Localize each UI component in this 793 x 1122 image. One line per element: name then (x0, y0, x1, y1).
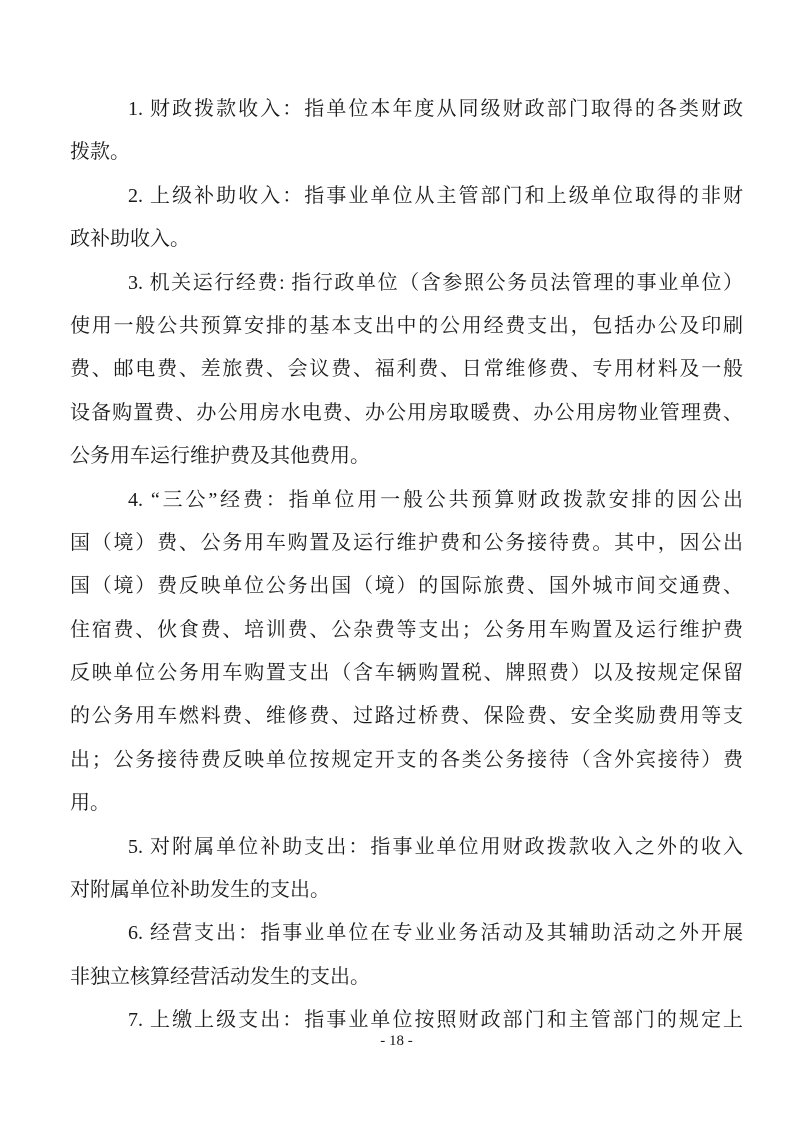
paragraph (70, 262, 743, 479)
text-line: 国（境）费、公务用车购置及运行维护费和公务接待费。其中，因公出 (70, 531, 743, 554)
text-line: 非独立核算经营活动发生的支出。 (70, 965, 370, 988)
text-line: 反映单位公务用车购置支出（含车辆购置税、牌照费）以及按规定保留 (70, 662, 743, 685)
paragraph (70, 479, 743, 826)
text-line: 费、邮电费、差旅费、会议费、福利费、日常维修费、专用材料及一般 (70, 358, 743, 381)
text-line: 住宿费、伙食费、培训费、公杂费等支出；公务用车购置及运行维护费 (70, 618, 743, 641)
text-line: 政补助收入。 (70, 228, 190, 251)
paragraph (70, 88, 743, 175)
paragraph (70, 912, 743, 999)
document-body (70, 88, 743, 1043)
text-line: 5. 对附属单位补助支出：指事业单位用财政拨款收入之外的收入 (128, 835, 743, 858)
text-line: 出；公务接待费反映单位按规定开支的各类公务接待（含外宾接待）费 (70, 748, 743, 771)
text-line: 拨款。 (70, 141, 130, 164)
text-line: 公务用车运行维护费及其他费用。 (70, 445, 370, 468)
paragraph (70, 826, 743, 913)
text-line: 国（境）费反映单位公务出国（境）的国际旅费、国外城市间交通费、 (70, 575, 743, 598)
text-line: 3. 机关运行经费: 指行政单位（含参照公务员法管理的事业单位） (128, 271, 743, 294)
paragraph (70, 175, 743, 262)
text-line: 4. “三公”经费：指单位用一般公共预算财政拨款安排的因公出 (128, 488, 743, 511)
text-line: 的公务用车燃料费、维修费、过路过桥费、保险费、安全奖励费用等支 (70, 705, 743, 728)
page-number: - 18 - (380, 1033, 413, 1049)
text-line: 用。 (70, 792, 110, 815)
text-line: 1. 财政拨款收入：指单位本年度从同级财政部门取得的各类财政 (128, 98, 743, 120)
text-line: 7. 上缴上级支出：指事业单位按照财政部门和主管部门的规定上 (128, 1009, 743, 1032)
text-line: 设备购置费、办公用房水电费、办公用房取暖费、办公用房物业管理费、 (70, 401, 743, 424)
text-line: 对附属单位补助发生的支出。 (70, 879, 330, 902)
text-line: 2. 上级补助收入：指事业单位从主管部门和上级单位取得的非财 (128, 184, 743, 207)
text-line: 6. 经营支出：指事业单位在专业业务活动及其辅助活动之外开展 (128, 922, 743, 945)
text-line: 使用一般公共预算安排的基本支出中的公用经费支出，包括办公及印刷 (70, 314, 743, 337)
